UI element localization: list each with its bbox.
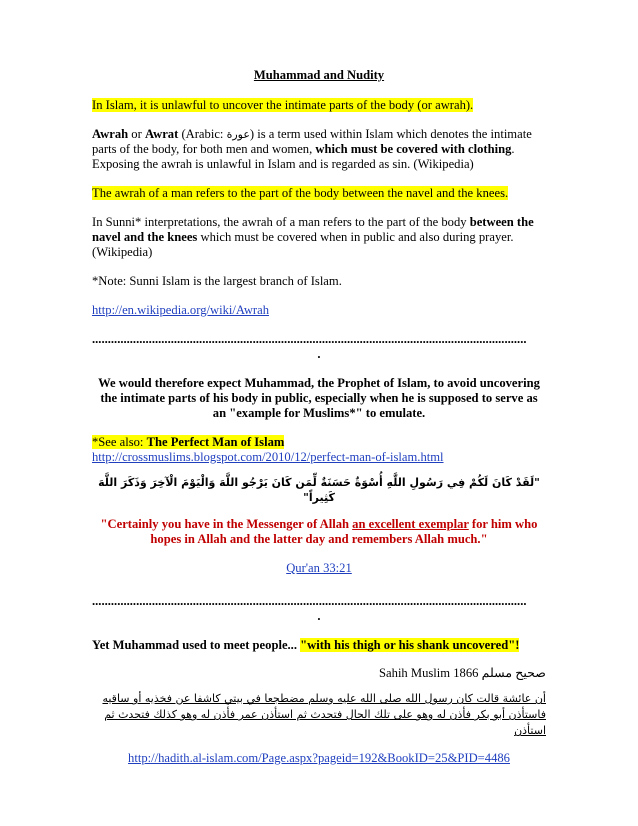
sunni-paragraph <box>92 215 546 260</box>
yet-text: Yet Muhammad used to meet people... <box>92 638 301 652</box>
quote-text-end: for him who hopes in Allah and the latter day and remembers Allah much." <box>150 517 538 546</box>
sunni-note: *Note: Sunni Islam is the largest branch of Islam. <box>92 274 342 288</box>
dotted-separator-2: .......................................................................................................................................... <box>92 594 527 608</box>
crossmuslims-link[interactable]: http://crossmuslims.blogspot.com/2010/12/perfect-man-of-islam.html <box>92 450 444 464</box>
definition-bold: which must be covered with clothing <box>315 142 512 156</box>
quran-arabic-verse: "لَقَدْ كَانَ لَكُمْ فِي رَسُولِ اللَّهِ أُسْوَةٌ حَسَنَةٌ لِّمَن كَانَ يَرْجُو اللَّهَ وَالْيَوْمَ الْآخِرَ وَذَكَرَ اللَّهَ كَثِيراً" <box>98 476 540 504</box>
see-also-line <box>92 435 546 450</box>
crossmuslims-link-paragraph <box>92 450 546 465</box>
dotted-separator-1-tail: . <box>317 347 321 361</box>
quran-reference-link[interactable]: Qur'an 33:21 <box>286 561 352 575</box>
hadith-link[interactable]: http://hadith.al-islam.com/Page.aspx?pageid=192&BookID=25&PID=4486 <box>128 751 510 765</box>
man-awrah-highlight: The awrah of a man refers to the part of the body between the navel and the knees. <box>92 186 509 200</box>
yet-paragraph <box>92 638 546 653</box>
awrah-definition <box>92 127 546 172</box>
page-title: Muhammad and Nudity <box>253 68 385 82</box>
wiki-link[interactable]: http://en.wikipedia.org/wiki/Awrah <box>92 303 269 317</box>
dotted-separator-2-tail: . <box>317 609 321 623</box>
intro-paragraph <box>92 98 546 113</box>
quran-english-quote <box>92 517 546 547</box>
hadith-arabic-text: أن عائشة قالت كان رسول الله صلى الله عليه وسلم مضطجعا في بيتي كاشفا عن فخذيه أو ساقيه فاستأذن أبو بكر فأذن له وهو على تلك الحال فتحدث ثم استأذن عمر فأذن له وهو كذلك فتحدث ثم استأذن <box>102 692 546 737</box>
sunni-text: In Sunni* interpretations, the awrah of a man refers to the part of the body <box>92 215 470 229</box>
yet-highlight: "with his thigh or his shank uncovered"! <box>300 638 520 652</box>
sahih-ref: Sahih Muslim 1866 صحيح مسلم <box>379 666 546 680</box>
sunni-bold: between the navel and the knees <box>92 215 534 244</box>
intro-highlight: In Islam, it is unlawful to uncover the intimate parts of the body (or awrah). <box>92 98 474 112</box>
dotted-separator-1: .......................................................................................................................................... <box>92 332 527 346</box>
expectation-paragraph: We would therefore expect Muhammad, the Prophet of Islam, to avoid uncovering the intimate parts of his body in public, especially when he is supposed to serve as an "example for Muslims*" to emulate. <box>98 376 540 420</box>
man-awrah-paragraph <box>92 186 546 201</box>
see-also-label: *See also: <box>92 435 147 449</box>
quote-underlined: an excellent exemplar <box>352 517 469 531</box>
see-also-highlight <box>92 435 284 449</box>
quran-ref-paragraph <box>92 561 546 576</box>
definition-text: ) is a term used within Islam which denotes the intimate parts of the body, for both men and women, <box>92 127 532 156</box>
or-text: or <box>128 127 145 141</box>
wiki-link-paragraph <box>92 303 546 318</box>
term-awrat: Awrat <box>144 127 179 141</box>
definition-text-end: . Exposing the awrah is unlawful in Islam and is regarded as sin. (Wikipedia) <box>92 142 515 171</box>
quote-text: "Certainly you have in the Messenger of Allah <box>100 517 353 531</box>
arabic-word: عورة <box>226 128 250 141</box>
see-also-title: The Perfect Man of Islam <box>146 435 285 449</box>
sunni-text-end: which must be covered when in public and also during prayer. (Wikipedia) <box>92 230 514 259</box>
arabic-open-text: (Arabic: <box>178 127 227 141</box>
term-awrah: Awrah <box>92 127 129 141</box>
hadith-link-paragraph <box>92 751 546 766</box>
